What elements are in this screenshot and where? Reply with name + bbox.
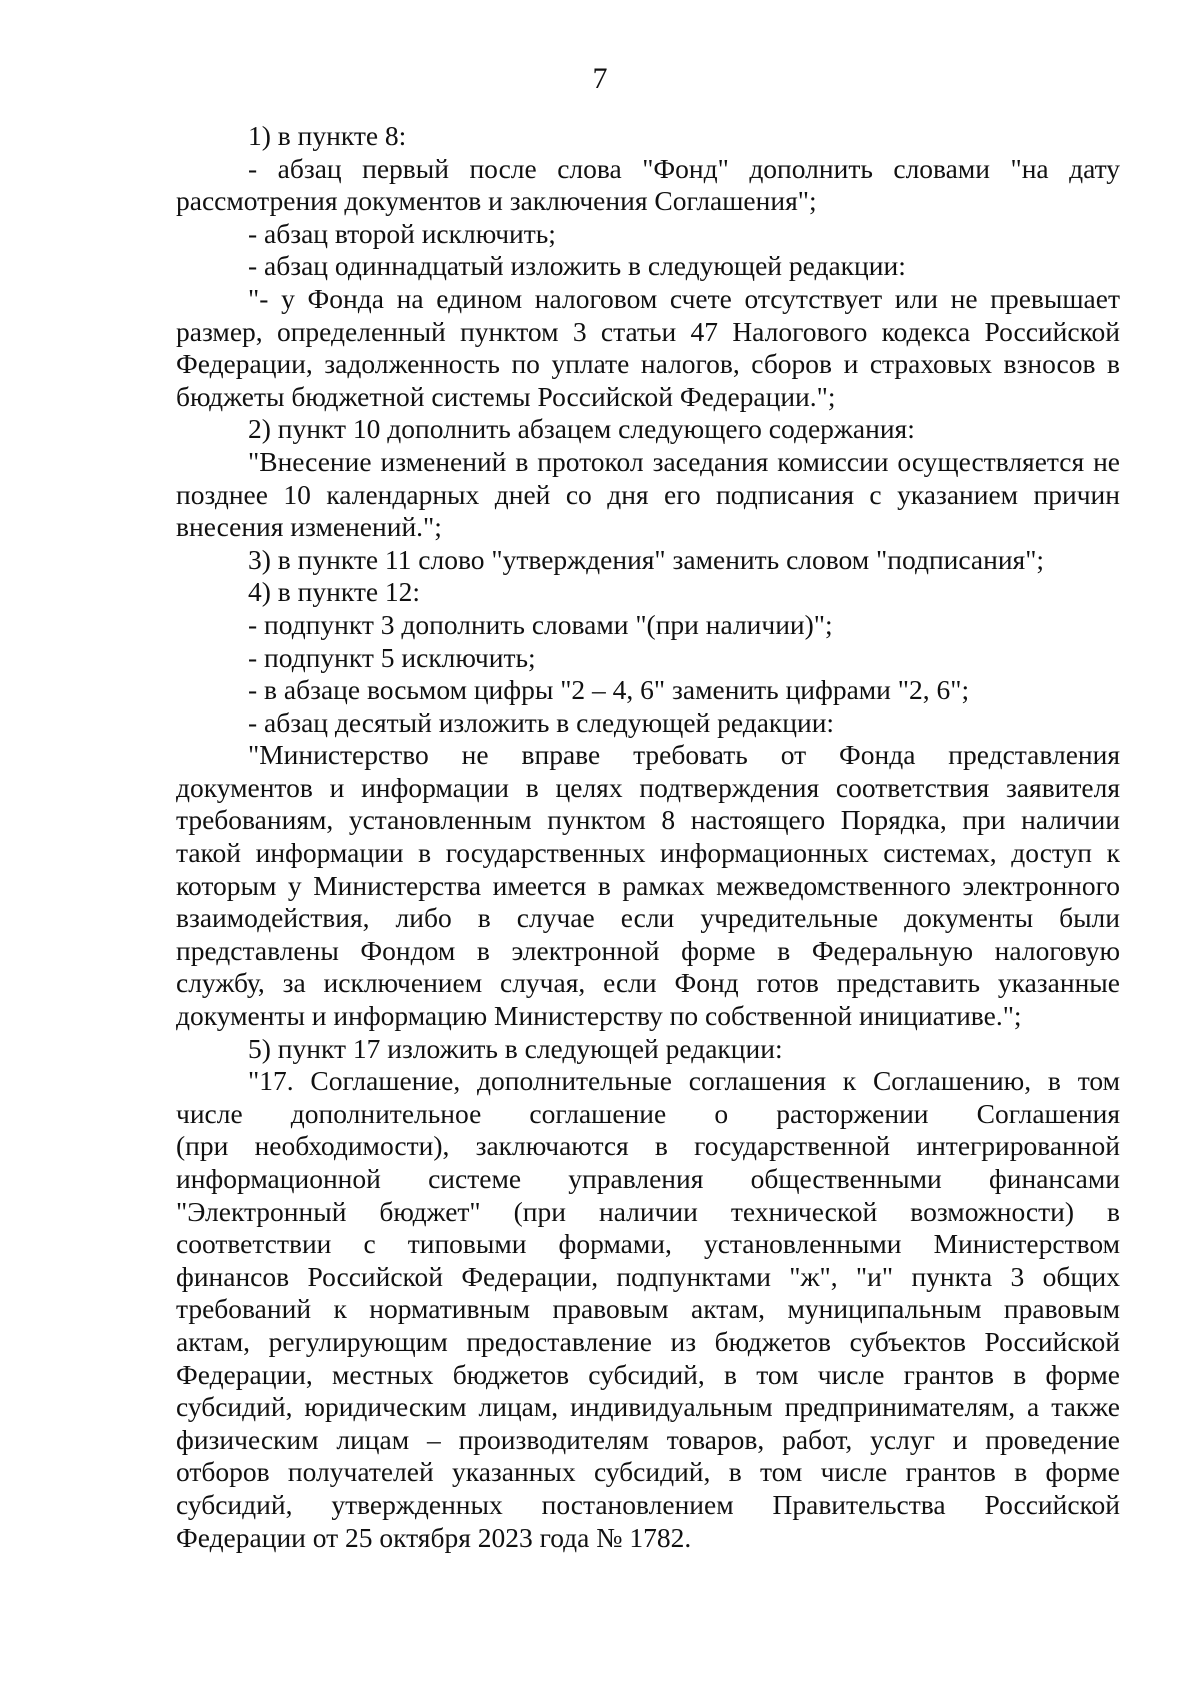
text-line: - абзац первый после слова "Фонд" дополнить словами "на дату <box>248 152 1120 184</box>
text-line: - подпункт 5 исключить; <box>248 641 536 673</box>
text-line: 2) пункт 10 дополнить абзацем следующего содержания: <box>248 413 915 445</box>
text-line: размер, определенный пунктом 3 статьи 47 Налогового кодекса Российской <box>176 315 1120 347</box>
text-line: взаимодействия, либо в случае если учредительные документы были <box>176 902 1120 934</box>
text-line: требованиям, установленным пунктом 8 настоящего Порядка, при наличии <box>176 804 1120 836</box>
text-line: субсидий, утвержденных постановлением Правительства Российской <box>176 1488 1120 1520</box>
text-line: числе дополнительное соглашение о расторжении Соглашения <box>176 1097 1120 1129</box>
text-line: - подпункт 3 дополнить словами "(при наличии)"; <box>248 608 833 640</box>
text-line: 5) пункт 17 изложить в следующей редакции: <box>248 1032 783 1064</box>
text-line: представлены Фондом в электронной форме в Федеральную налоговую <box>176 934 1120 966</box>
text-line: рассмотрения документов и заключения Соглашения"; <box>176 185 817 217</box>
text-line: 4) в пункте 12: <box>248 576 421 608</box>
document-body <box>176 120 1120 1554</box>
text-line: "Внесение изменений в протокол заседания комиссии осуществляется не <box>248 445 1120 477</box>
text-line: 1) в пункте 8: <box>248 120 407 151</box>
page-number: 7 <box>592 62 608 95</box>
text-line: Федерации от 25 октября 2023 года № 1782. <box>176 1521 692 1553</box>
text-line: - в абзаце восьмом цифры "2 – 4, 6" заменить цифрами "2, 6"; <box>248 674 970 706</box>
text-line: которым у Министерства имеется в рамках межведомственного электронного <box>176 869 1120 901</box>
text-line: - абзац одиннадцатый изложить в следующей редакции: <box>248 250 906 282</box>
text-line: (при необходимости), заключаются в государственной интегрированной <box>176 1130 1120 1162</box>
text-line: "- у Фонда на едином налоговом счете отсутствует или не превышает <box>248 282 1120 314</box>
text-line: информационной системе управления общественными финансами <box>176 1163 1120 1194</box>
text-line: службу, за исключением случая, если Фонд готов представить указанные <box>176 967 1120 999</box>
text-line: внесения изменений."; <box>176 511 442 543</box>
text-line: актам, регулирующим предоставление из бюджетов субъектов Российской <box>176 1325 1120 1357</box>
text-line: финансов Российской Федерации, подпунктами "ж", "и" пункта 3 общих <box>176 1260 1120 1292</box>
text-line: бюджеты бюджетной системы Российской Федерации."; <box>176 380 836 412</box>
text-line: субсидий, юридическим лицам, индивидуальным предпринимателям, а также <box>176 1391 1120 1423</box>
text-line: документов и информации в целях подтверждения соответствия заявителя <box>176 771 1120 803</box>
text-line: физическим лицам – производителям товаров, работ, услуг и проведение <box>176 1423 1120 1455</box>
text-line: отборов получателей указанных субсидий, в том числе грантов в форме <box>176 1456 1120 1488</box>
text-line: требований к нормативным правовым актам, муниципальным правовым <box>176 1293 1120 1325</box>
text-line: - абзац десятый изложить в следующей редакции: <box>248 706 835 738</box>
text-line: "Министерство не вправе требовать от Фонда представления <box>248 739 1120 771</box>
text-line: 3) в пункте 11 слово "утверждения" заменить словом "подписания"; <box>248 543 1045 575</box>
text-line: позднее 10 календарных дней со дня его подписания с указанием причин <box>176 478 1120 510</box>
text-line: соответствии с типовыми формами, установленными Министерством <box>176 1228 1120 1260</box>
text-line: "17. Соглашение, дополнительные соглашения к Соглашению, в том <box>248 1065 1120 1097</box>
text-line: такой информации в государственных информационных системах, доступ к <box>176 837 1120 869</box>
text-line: "Электронный бюджет" (при наличии технической возможности) в <box>176 1195 1120 1227</box>
text-line: Федерации, местных бюджетов субсидий, в том числе грантов в форме <box>176 1358 1120 1390</box>
text-line: документы и информацию Министерству по собственной инициативе."; <box>176 1000 1022 1032</box>
text-line: Федерации, задолженность по уплате налогов, сборов и страховых взносов в <box>176 348 1120 380</box>
text-line: - абзац второй исключить; <box>248 217 556 249</box>
